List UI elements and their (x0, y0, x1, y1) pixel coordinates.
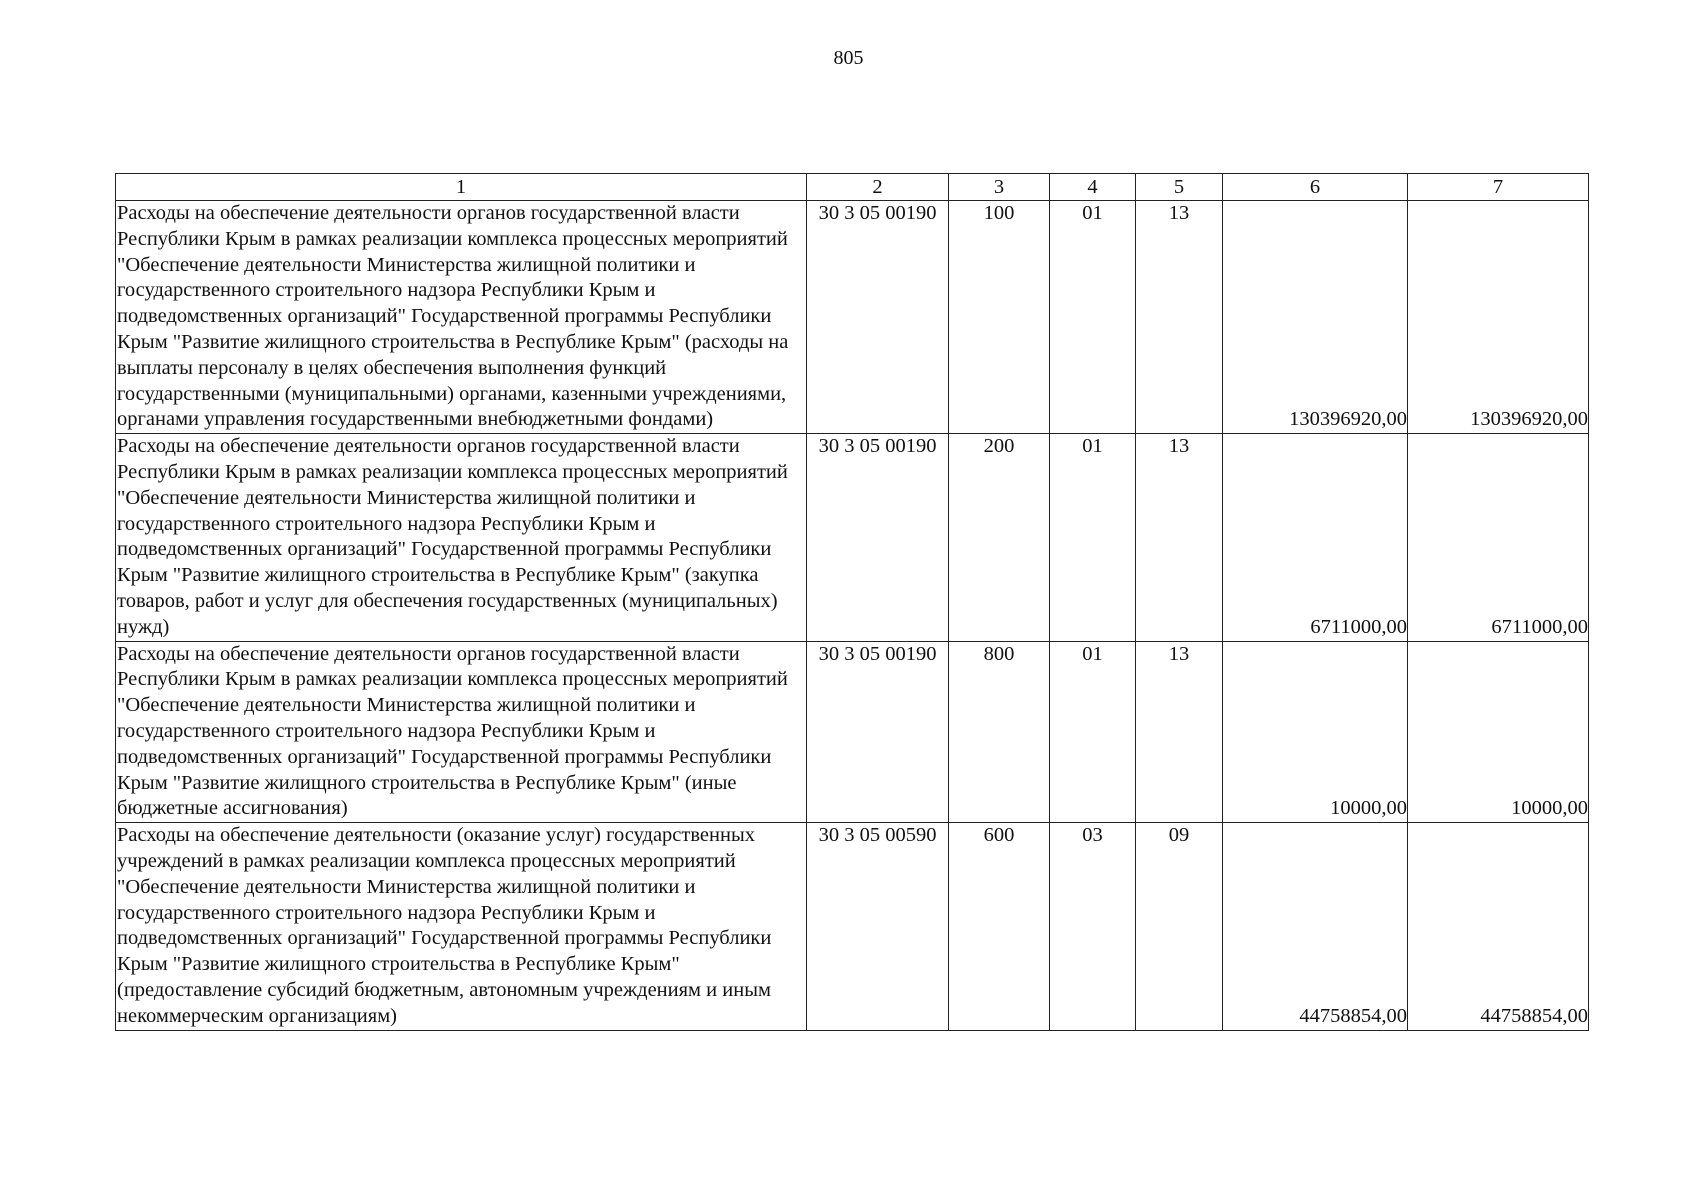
row-amount-2: 10000,00 (1408, 641, 1589, 823)
row-description: Расходы на обеспечение деятельности органов государственной власти Республики Крым в рамках реализации комплекса процессных мероприятий "Обеспечение деятельности Министерства жилищной политики и государственного строительного надзора Республики Крым и подведомственных организаций" Государственной программы Республики Крым "Развитие жилищного строительства в Республике Крым" (расходы на выплаты персоналу в целях обеспечения выполнения функций государственными (муниципальными) органами, казенными учреждениями, органами управления государственными внебюджетными фондами) (116, 201, 807, 434)
column-header-3: 3 (949, 174, 1050, 201)
row-target-article: 30 3 05 00190 (807, 201, 949, 434)
row-amount-2: 130396920,00 (1408, 201, 1589, 434)
column-header-5: 5 (1136, 174, 1223, 201)
row-amount-1: 10000,00 (1223, 641, 1408, 823)
table-row (116, 201, 1589, 434)
page-number: 805 (833, 47, 864, 69)
column-header-6: 6 (1223, 174, 1408, 201)
column-header-4: 4 (1050, 174, 1136, 201)
row-section: 01 (1050, 201, 1136, 434)
row-section: 03 (1050, 823, 1136, 1030)
row-expense-type: 600 (949, 823, 1050, 1030)
row-target-article: 30 3 05 00190 (807, 641, 949, 823)
row-amount-1: 44758854,00 (1223, 823, 1408, 1030)
table-row (116, 434, 1589, 641)
row-subsection: 13 (1136, 434, 1223, 641)
row-subsection: 13 (1136, 641, 1223, 823)
column-header-2: 2 (807, 174, 949, 201)
row-amount-1: 6711000,00 (1223, 434, 1408, 641)
header-row (116, 174, 1589, 201)
row-description: Расходы на обеспечение деятельности органов государственной власти Республики Крым в рамках реализации комплекса процессных мероприятий "Обеспечение деятельности Министерства жилищной политики и государственного строительного надзора Республики Крым и подведомственных организаций" Государственной программы Республики Крым "Развитие жилищного строительства в Республике Крым" (закупка товаров, работ и услуг для обеспечения государственных (муниципальных) нужд) (116, 434, 807, 641)
row-expense-type: 200 (949, 434, 1050, 641)
row-section: 01 (1050, 434, 1136, 641)
row-target-article: 30 3 05 00590 (807, 823, 949, 1030)
budget-table (115, 173, 1589, 1031)
table-body (116, 201, 1589, 1031)
row-expense-type: 100 (949, 201, 1050, 434)
row-amount-2: 6711000,00 (1408, 434, 1589, 641)
row-amount-2: 44758854,00 (1408, 823, 1589, 1030)
table-row (116, 823, 1589, 1030)
row-expense-type: 800 (949, 641, 1050, 823)
row-description: Расходы на обеспечение деятельности органов государственной власти Республики Крым в рамках реализации комплекса процессных мероприятий "Обеспечение деятельности Министерства жилищной политики и государственного строительного надзора Республики Крым и подведомственных организаций" Государственной программы Республики Крым "Развитие жилищного строительства в Республике Крым" (иные бюджетные ассигнования) (116, 641, 807, 823)
column-header-1: 1 (116, 174, 807, 201)
column-header-7: 7 (1408, 174, 1589, 201)
row-subsection: 13 (1136, 201, 1223, 434)
row-description: Расходы на обеспечение деятельности (оказание услуг) государственных учреждений в рамках реализации комплекса процессных мероприятий "Обеспечение деятельности Министерства жилищной политики и государственного строительного надзора Республики Крым и подведомственных организаций" Государственной программы Республики Крым "Развитие жилищного строительства в Республике Крым" (предоставление субсидий бюджетным, автономным учреждениям и иным некоммерческим организациям) (116, 823, 807, 1030)
table-row (116, 641, 1589, 823)
row-section: 01 (1050, 641, 1136, 823)
row-amount-1: 130396920,00 (1223, 201, 1408, 434)
table-header (116, 174, 1589, 201)
row-target-article: 30 3 05 00190 (807, 434, 949, 641)
row-subsection: 09 (1136, 823, 1223, 1030)
